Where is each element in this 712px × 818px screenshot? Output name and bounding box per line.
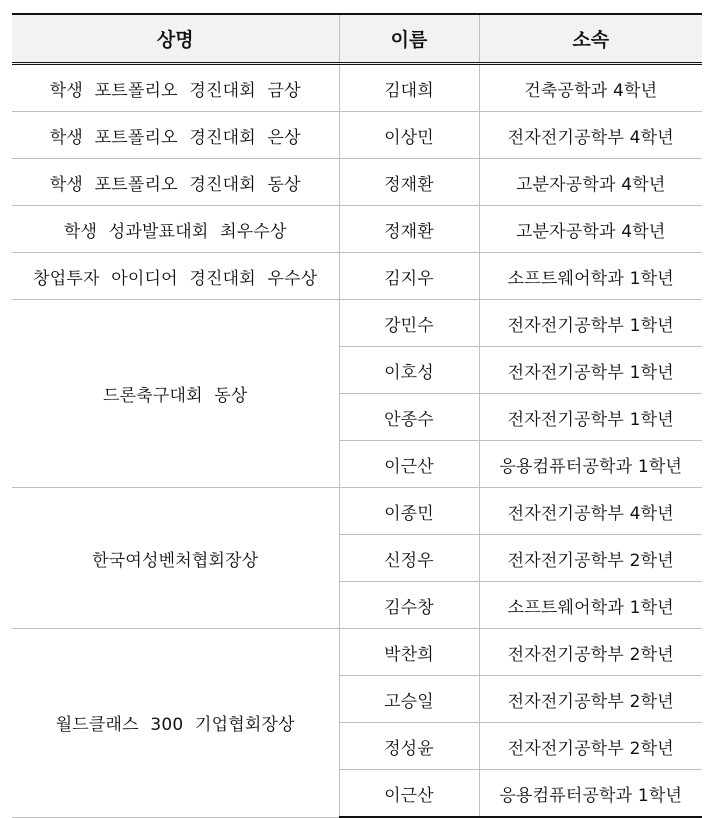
- table-body: [12, 64, 702, 818]
- table-row: [12, 253, 702, 300]
- affiliation-cell: 전자전기공학부 1학년: [479, 394, 702, 441]
- table-header: [12, 14, 702, 64]
- header-row: [12, 14, 702, 64]
- award-name-cell: 학생 포트폴리오 경진대회 금상: [12, 64, 339, 112]
- recipient-name-cell: 이종민: [339, 488, 479, 535]
- affiliation-cell: 소프트웨어학과 1학년: [479, 253, 702, 300]
- recipient-name-cell: 이근산: [339, 770, 479, 818]
- table-row: [12, 112, 702, 159]
- recipient-name-cell: 정성윤: [339, 723, 479, 770]
- affiliation-cell: 전자전기공학부 2학년: [479, 629, 702, 676]
- affiliation-cell: 전자전기공학부 2학년: [479, 676, 702, 723]
- affiliation-cell: 전자전기공학부 4학년: [479, 112, 702, 159]
- affiliation-cell: 건축공학과 4학년: [479, 64, 702, 112]
- affiliation-cell: 고분자공학과 4학년: [479, 159, 702, 206]
- affiliation-cell: 전자전기공학부 1학년: [479, 347, 702, 394]
- recipient-name-cell: 김대희: [339, 64, 479, 112]
- table-row: [12, 64, 702, 112]
- recipient-name-cell: 신정우: [339, 535, 479, 582]
- recipient-name-cell: 이호성: [339, 347, 479, 394]
- recipient-name-cell: 안종수: [339, 394, 479, 441]
- recipient-name-cell: 박찬희: [339, 629, 479, 676]
- award-name-cell: 창업투자 아이디어 경진대회 우수상: [12, 253, 339, 300]
- affiliation-cell: 응용컴퓨터공학과 1학년: [479, 770, 702, 818]
- header-name: 이름: [339, 14, 479, 64]
- recipient-name-cell: 김수창: [339, 582, 479, 629]
- recipient-name-cell: 이근산: [339, 441, 479, 488]
- award-name-cell: 학생 포트폴리오 경진대회 은상: [12, 112, 339, 159]
- header-affiliation: 소속: [479, 14, 702, 64]
- header-award: 상명: [12, 14, 339, 64]
- affiliation-cell: 소프트웨어학과 1학년: [479, 582, 702, 629]
- recipient-name-cell: 이상민: [339, 112, 479, 159]
- table-row: [12, 206, 702, 253]
- recipient-name-cell: 강민수: [339, 300, 479, 347]
- affiliation-cell: 전자전기공학부 4학년: [479, 488, 702, 535]
- affiliation-cell: 전자전기공학부 2학년: [479, 723, 702, 770]
- awards-table: [12, 13, 702, 818]
- recipient-name-cell: 김지우: [339, 253, 479, 300]
- award-name-cell: 학생 성과발표대회 최우수상: [12, 206, 339, 253]
- affiliation-cell: 고분자공학과 4학년: [479, 206, 702, 253]
- affiliation-cell: 전자전기공학부 1학년: [479, 300, 702, 347]
- recipient-name-cell: 정재환: [339, 159, 479, 206]
- recipient-name-cell: 고승일: [339, 676, 479, 723]
- award-name-cell: 학생 포트폴리오 경진대회 동상: [12, 159, 339, 206]
- affiliation-cell: 응용컴퓨터공학과 1학년: [479, 441, 702, 488]
- recipient-name-cell: 정재환: [339, 206, 479, 253]
- award-name-cell: 한국여성벤처협회장상: [12, 488, 339, 629]
- award-name-cell: 드론축구대회 동상: [12, 300, 339, 488]
- table-row: [12, 629, 702, 676]
- table-row: [12, 159, 702, 206]
- award-name-cell: 월드클래스 300 기업협회장상: [12, 629, 339, 818]
- affiliation-cell: 전자전기공학부 2학년: [479, 535, 702, 582]
- table-row: [12, 488, 702, 535]
- table-row: [12, 300, 702, 347]
